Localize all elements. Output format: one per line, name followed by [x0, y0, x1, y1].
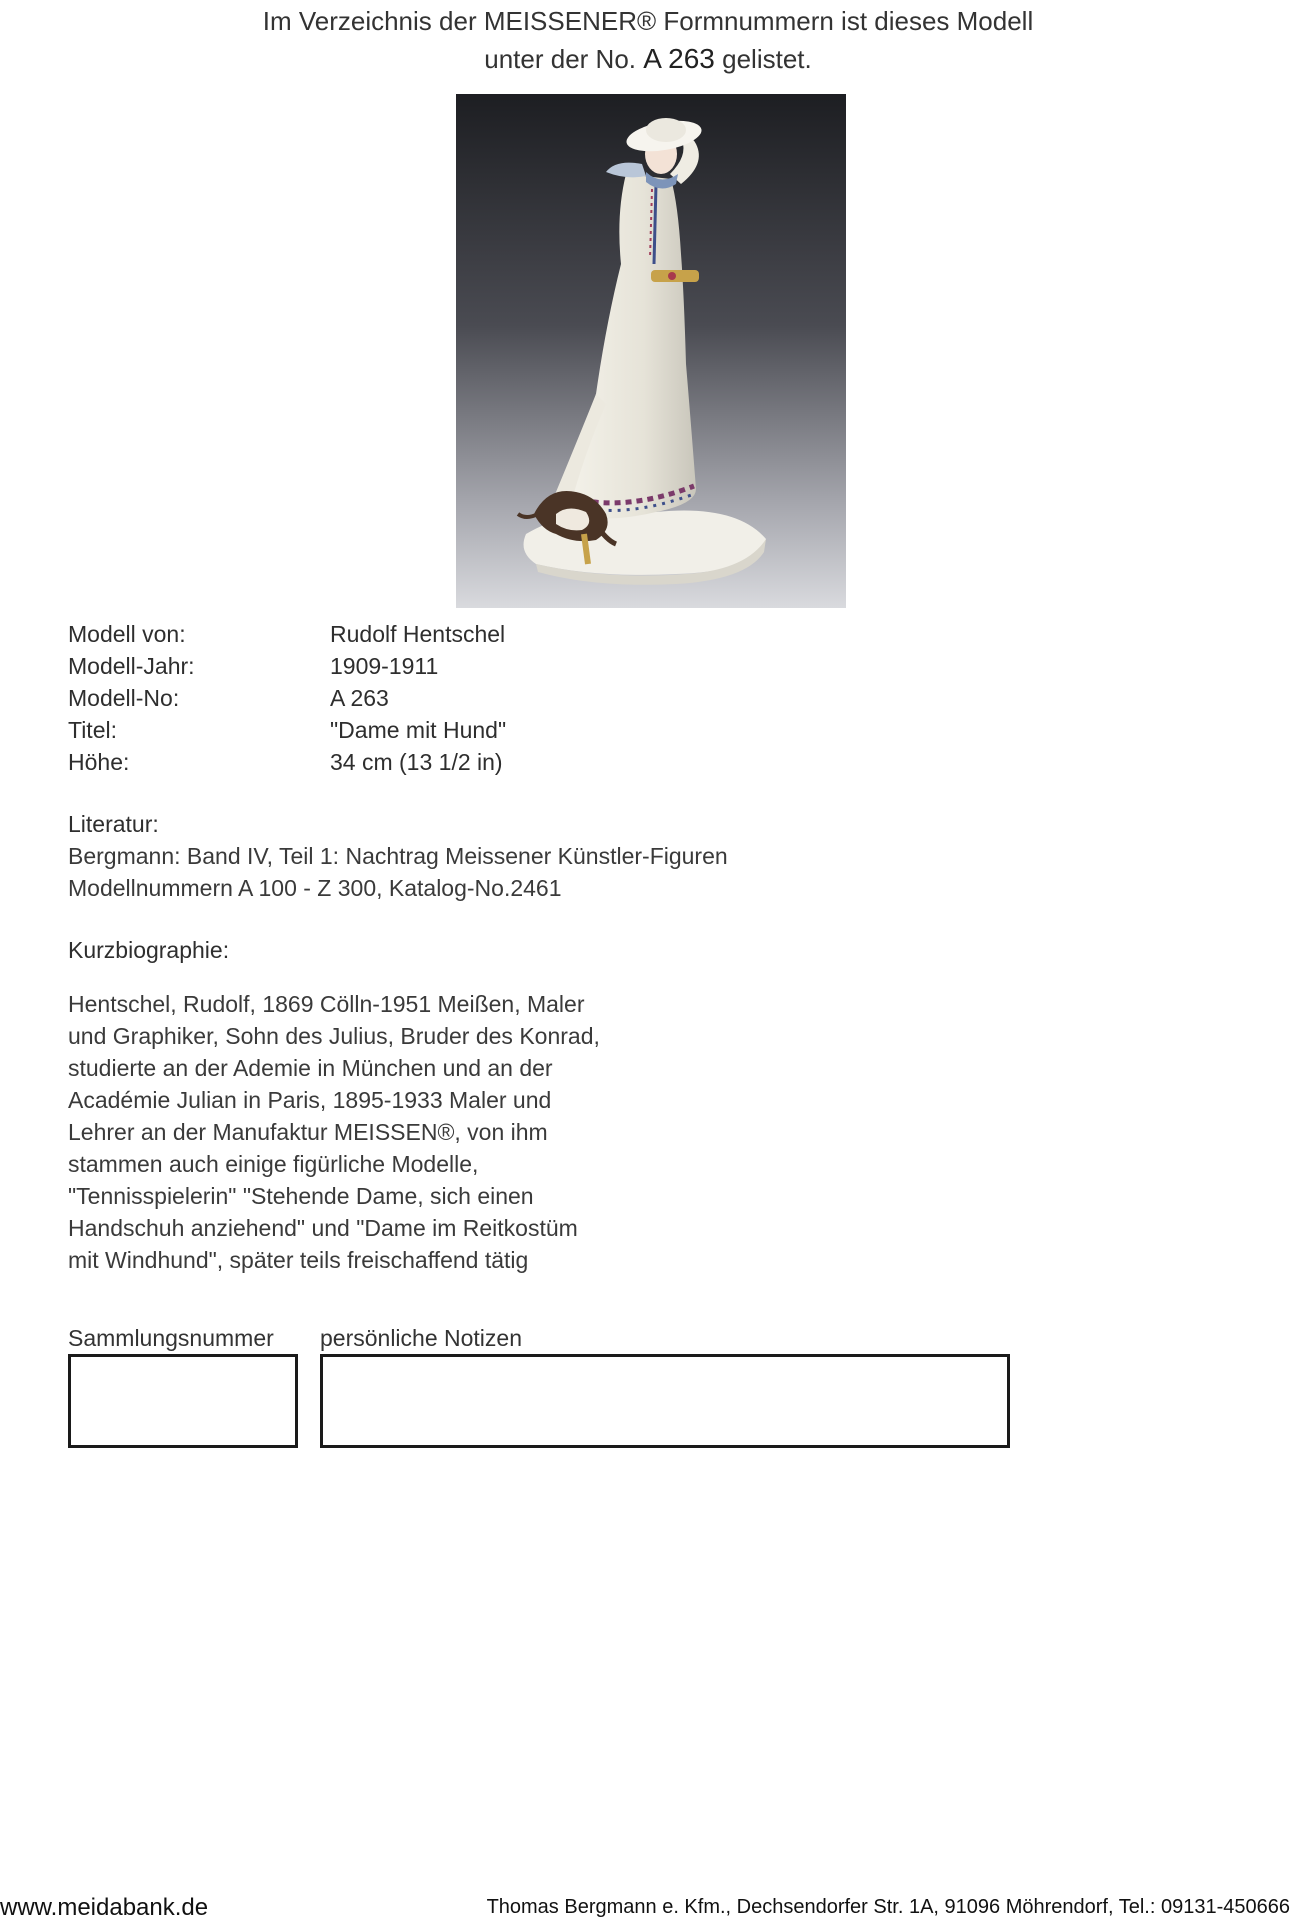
notizen-label: persönliche Notizen [320, 1325, 523, 1351]
sammlungsnummer-label: Sammlungsnummer [68, 1325, 274, 1351]
header-line-2-prefix: unter der No. [484, 44, 637, 74]
footer-address: Thomas Bergmann e. Kfm., Dechsendorfer Str. 1A, 91096 Möhrendorf, Tel.: 09131-450666 [486, 1896, 1290, 1918]
bio-line: Handschuh anziehend" und "Dame im Reitkostüm [68, 1215, 578, 1241]
detail-label: Modell von: [68, 621, 186, 647]
bio-heading: Kurzbiographie: [68, 937, 230, 963]
detail-row-year [68, 650, 506, 682]
bio-text [68, 988, 600, 1276]
footer-website[interactable]: www.meidabank.de [0, 1894, 209, 1921]
bio-line: stammen auch einige figürliche Modelle, [68, 1151, 479, 1177]
detail-row-author [68, 618, 506, 650]
header-line-1: Im Verzeichnis der MEISSENER® Formnummern ist dieses Modell [262, 6, 1034, 36]
bio-line: Académie Julian in Paris, 1895-1933 Maler und [68, 1087, 552, 1113]
detail-value: Rudolf Hentschel [330, 621, 506, 647]
detail-row-title [68, 714, 506, 746]
header-model-number: A 263 [643, 43, 715, 74]
bio-line: studierte an der Ademie in München und an der [68, 1055, 553, 1081]
detail-row-model-no [68, 682, 506, 714]
detail-value: 34 cm (13 1/2 in) [330, 749, 503, 775]
detail-row-height [68, 746, 506, 778]
detail-label: Höhe: [68, 749, 130, 775]
detail-value: "Dame mit Hund" [330, 717, 507, 743]
figurine-photo [456, 94, 846, 608]
notizen-field[interactable] [320, 1354, 1010, 1448]
detail-label: Titel: [68, 717, 117, 743]
literatur-line: Bergmann: Band IV, Teil 1: Nachtrag Meissener Künstler-Figuren [68, 843, 728, 869]
bio-line: und Graphiker, Sohn des Julius, Bruder des Konrad, [68, 1023, 600, 1049]
detail-value: 1909-1911 [330, 653, 439, 679]
bio-line: Lehrer an der Manufaktur MEISSEN®, von ihm [68, 1119, 548, 1145]
header-line-2-suffix: gelistet. [722, 44, 812, 74]
literatur-heading: Literatur: [68, 811, 159, 837]
bio-line: "Tennisspielerin" "Stehende Dame, sich einen [68, 1183, 534, 1209]
model-details [68, 618, 506, 778]
header-line-2 [0, 40, 1296, 78]
detail-label: Modell-Jahr: [68, 653, 195, 679]
bio-line: Hentschel, Rudolf, 1869 Cölln-1951 Meißen, Maler [68, 991, 585, 1017]
detail-value: A 263 [330, 685, 389, 711]
literatur-text [68, 840, 728, 904]
sammlungsnummer-field[interactable] [68, 1354, 298, 1448]
bio-line: mit Windhund", später teils freischaffend tätig [68, 1247, 529, 1273]
detail-label: Modell-No: [68, 685, 180, 711]
page-header [0, 2, 1296, 78]
literatur-line: Modellnummern A 100 - Z 300, Katalog-No.2461 [68, 875, 562, 901]
